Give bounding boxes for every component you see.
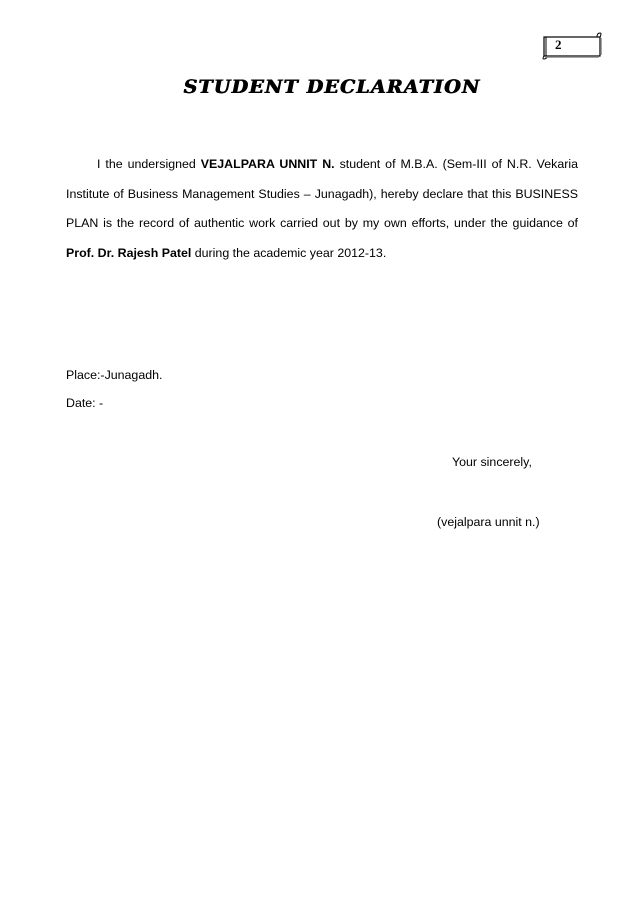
scroll-frame-icon [541,33,603,59]
date-line: Date: - [66,396,104,410]
declaration-end: during the academic year 2012-13. [191,245,387,260]
page-number: 2 [555,37,562,52]
page-number-box [541,33,601,57]
page-title: STUDENT DECLARATION [183,76,481,98]
signature-name: (vejalpara unnit n.) [437,515,540,529]
student-name: VEJALPARA UNNIT N. [200,157,335,171]
declaration-intro: I the undersigned [97,157,201,171]
guide-name: Prof. Dr. Rajesh Patel [66,245,192,260]
declaration-body: student of M.B.A. (Sem-III of N.R. Vekaria Institute of Business Management Studies – Junagadh), hereby declare that this BUSINESS PLAN is the record of authentic work carried out by my own efforts, under the guidance of [66,157,578,230]
closing-text: Your sincerely, [452,455,532,469]
place-line: Place:-Junagadh. [66,368,163,382]
declaration-paragraph [66,150,578,268]
